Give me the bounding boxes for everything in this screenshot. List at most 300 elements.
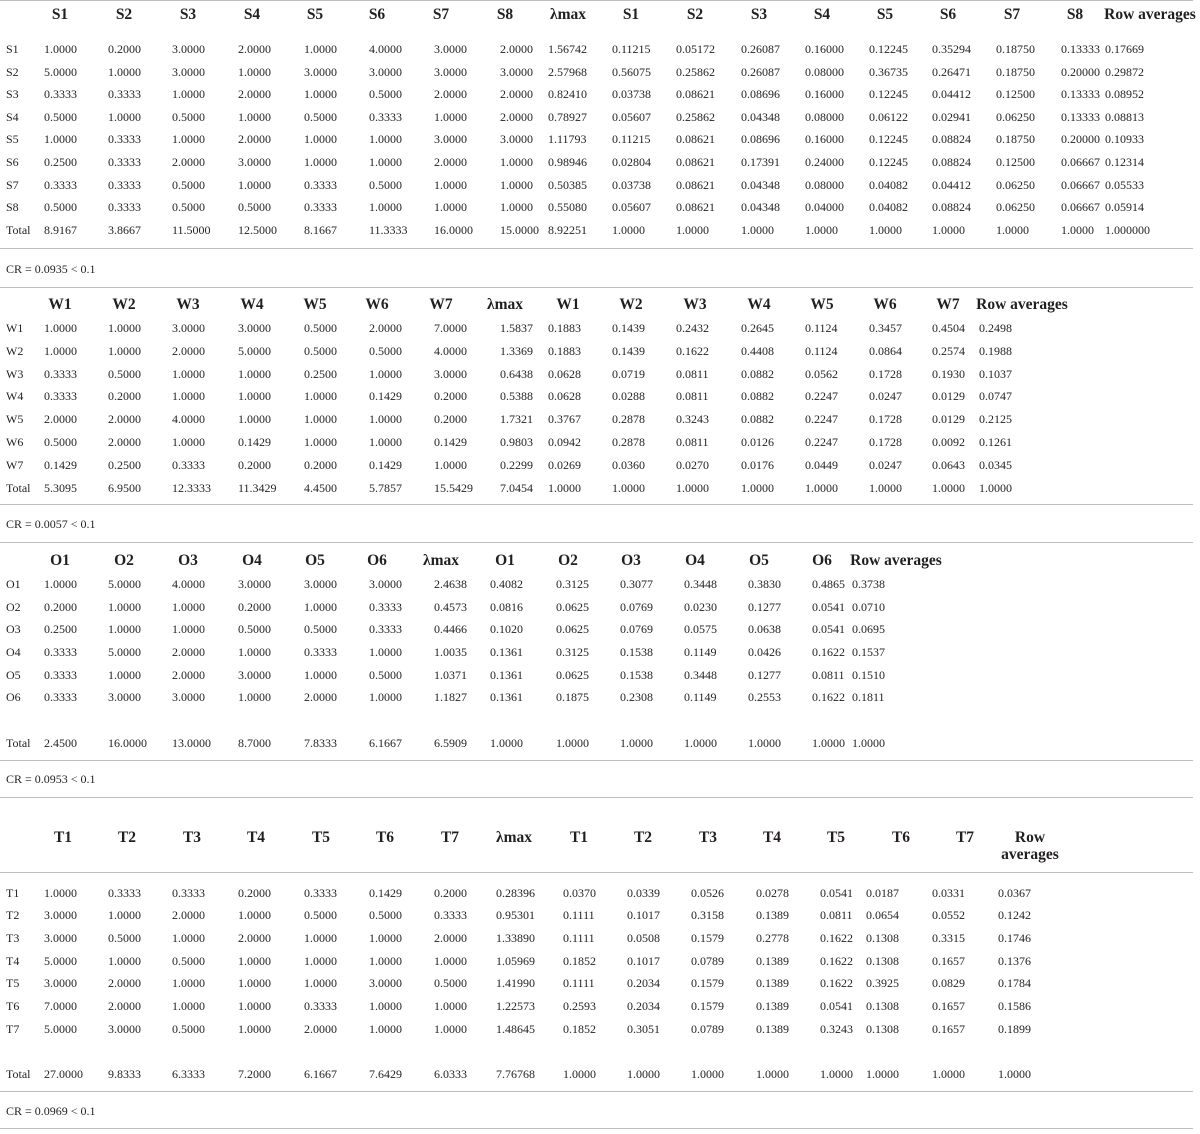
column-header: O5 xyxy=(749,552,769,569)
row-label: Total xyxy=(6,736,31,750)
table-cell: 1.0000 xyxy=(369,435,402,449)
table-cell: 0.3243 xyxy=(820,1022,853,1036)
table-cell: 0.3333 xyxy=(369,622,402,636)
table-cell: 1.0000 xyxy=(238,177,271,192)
table-cell: 0.03738 xyxy=(612,177,651,192)
row-label: W3 xyxy=(6,366,24,381)
table-cell: 0.06667 xyxy=(1061,155,1100,169)
table-cell: 1.0000 xyxy=(756,1067,789,1081)
table-cell: 1.0000 xyxy=(108,109,141,124)
table-cell: 0.1361 xyxy=(490,690,523,704)
table-cell: 0.2778 xyxy=(756,931,789,945)
table-cell: 1.0000 xyxy=(238,908,271,922)
table-cell: 0.0449 xyxy=(805,457,838,472)
table-cell: 0.02804 xyxy=(612,155,651,169)
row-label: T5 xyxy=(6,976,20,990)
table-cell: 0.16000 xyxy=(805,132,844,147)
table-cell: 0.5000 xyxy=(304,109,337,124)
table-cell: 8.7000 xyxy=(238,736,271,750)
table-cell: 0.0710 xyxy=(852,600,885,614)
column-header: S7 xyxy=(1003,6,1021,23)
table-cell: 0.1017 xyxy=(627,954,660,968)
table-cell: 5.0000 xyxy=(238,343,271,358)
table-rule xyxy=(0,287,1193,288)
table-cell: 0.3333 xyxy=(44,177,77,192)
row-label: T3 xyxy=(6,931,20,945)
column-header: S3 xyxy=(179,6,197,23)
table-cell: 0.2500 xyxy=(108,457,141,472)
table-cell: 0.0129 xyxy=(932,389,965,404)
table-cell: 0.26087 xyxy=(741,64,780,79)
table-cell: 0.1811 xyxy=(852,690,885,704)
table-cell: 1.0000 xyxy=(304,389,337,404)
table-cell: 0.04082 xyxy=(869,200,908,215)
column-header: T1 xyxy=(569,829,589,846)
table-cell: 2.0000 xyxy=(500,109,533,124)
table-cell: 1.0000 xyxy=(238,976,271,990)
table-cell: 0.02941 xyxy=(932,109,971,124)
table-cell: 0.06250 xyxy=(996,109,1035,124)
table-cell: 6.3333 xyxy=(172,1067,205,1081)
table-cell: 0.0339 xyxy=(627,886,660,900)
row-label: S3 xyxy=(6,87,19,102)
column-header: T2 xyxy=(633,829,653,846)
table-cell: 0.4865 xyxy=(812,577,845,591)
table-cell: 0.1510 xyxy=(852,668,885,682)
table-cell: 0.1389 xyxy=(756,954,789,968)
table-cell: 0.1622 xyxy=(676,343,709,358)
table-rule xyxy=(0,542,1193,543)
table-cell: 1.0000 xyxy=(434,457,467,472)
row-label: S6 xyxy=(6,155,19,169)
table-cell: 1.0000 xyxy=(172,622,205,636)
table-cell: 1.0000 xyxy=(304,668,337,682)
table-cell: 0.3333 xyxy=(108,132,141,147)
table-cell: 0.12500 xyxy=(996,155,1035,169)
table-cell: 0.0811 xyxy=(676,366,709,381)
table-cell: 1.0000 xyxy=(852,736,885,750)
table-cell: 0.26471 xyxy=(932,64,971,79)
table-cell: 5.0000 xyxy=(108,645,141,659)
table-cell: 1.41990 xyxy=(496,976,535,990)
table-cell: 0.0625 xyxy=(556,668,589,682)
table-cell: 0.1622 xyxy=(812,645,845,659)
table-cell: 1.0000 xyxy=(812,736,845,750)
table-cell: 0.4082 xyxy=(490,577,523,591)
table-cell: 0.10933 xyxy=(1105,132,1144,147)
column-header: W1 xyxy=(556,296,580,313)
table-cell: 1.0000 xyxy=(304,931,337,945)
table-cell: 7.0000 xyxy=(44,999,77,1013)
table-cell: 0.1037 xyxy=(979,366,1012,381)
table-cell: 0.13333 xyxy=(1061,42,1100,56)
table-cell: 0.1439 xyxy=(612,343,645,358)
table-cell: 0.0288 xyxy=(612,389,645,404)
table-rule xyxy=(0,248,1193,249)
table-cell: 0.24000 xyxy=(805,155,844,169)
table-cell: 0.08621 xyxy=(676,155,715,169)
table-cell: 0.0187 xyxy=(866,886,899,900)
table-cell: 2.0000 xyxy=(44,412,77,427)
column-header: W4 xyxy=(240,296,264,313)
table-cell: 3.0000 xyxy=(238,155,271,169)
column-header: W6 xyxy=(873,296,897,313)
table-cell: 0.0789 xyxy=(691,954,724,968)
table-cell: 27.0000 xyxy=(44,1067,83,1081)
table-cell: 0.5000 xyxy=(304,343,337,358)
table-cell: 0.1429 xyxy=(369,457,402,472)
table-cell: 0.04348 xyxy=(741,109,780,124)
table-rule xyxy=(0,1128,1193,1129)
table-cell: 2.0000 xyxy=(238,87,271,102)
column-header: Row averages xyxy=(1104,6,1196,23)
table-cell: 0.5000 xyxy=(172,1022,205,1036)
row-label: Total xyxy=(6,222,31,237)
table-cell: 1.0000 xyxy=(434,999,467,1013)
table-cell: 8.9167 xyxy=(44,222,77,237)
column-header: T3 xyxy=(182,829,202,846)
table-cell: 0.1746 xyxy=(998,931,1031,945)
table-cell: 1.0000 xyxy=(620,736,653,750)
table-cell: 0.04082 xyxy=(869,177,908,192)
table-cell: 0.0789 xyxy=(691,1022,724,1036)
row-label: S1 xyxy=(6,42,19,56)
column-header: λmax xyxy=(495,829,533,846)
table-cell: 1.0000 xyxy=(172,999,205,1013)
table-cell: 0.0882 xyxy=(741,389,774,404)
table-cell: 7.76768 xyxy=(496,1067,535,1081)
table-cell: 3.0000 xyxy=(108,1022,141,1036)
table-cell: 7.2000 xyxy=(238,1067,271,1081)
table-cell: 0.3333 xyxy=(304,645,337,659)
table-cell: 5.0000 xyxy=(108,577,141,591)
table-cell: 15.0000 xyxy=(500,222,539,237)
table-cell: 0.1875 xyxy=(556,690,589,704)
table-cell: 12.5000 xyxy=(238,222,277,237)
table-cell: 3.0000 xyxy=(434,366,467,381)
column-header: T3 xyxy=(698,829,718,846)
table-cell: 0.05914 xyxy=(1105,200,1144,215)
table-cell: 1.0000 xyxy=(44,886,77,900)
table-cell: 0.2000 xyxy=(304,457,337,472)
table-cell: 1.0000 xyxy=(932,1067,965,1081)
table-cell: 1.0000 xyxy=(684,736,717,750)
table-cell: 0.5000 xyxy=(304,321,337,335)
table-cell: 0.18750 xyxy=(996,132,1035,147)
table-cell: 0.0864 xyxy=(869,343,902,358)
table-cell: 0.4408 xyxy=(741,343,774,358)
table-cell: 2.0000 xyxy=(238,132,271,147)
table-cell: 0.2500 xyxy=(304,366,337,381)
table-cell: 0.1429 xyxy=(434,435,467,449)
table-cell: 0.08621 xyxy=(676,87,715,102)
table-cell: 0.3125 xyxy=(556,577,589,591)
table-cell: 1.5837 xyxy=(500,321,533,335)
table-cell: 1.33890 xyxy=(496,931,535,945)
column-header: T2 xyxy=(117,829,137,846)
table-cell: 0.08000 xyxy=(805,64,844,79)
table-cell: 0.2574 xyxy=(932,343,965,358)
column-header: W6 xyxy=(365,296,389,313)
table-cell: 1.0035 xyxy=(434,645,467,659)
table-cell: 0.0747 xyxy=(979,389,1012,404)
row-label: Total xyxy=(6,480,31,495)
table-cell: 0.3333 xyxy=(172,457,205,472)
table-cell: 0.2299 xyxy=(500,457,533,472)
table-cell: 0.0092 xyxy=(932,435,965,449)
table-cell: 0.0811 xyxy=(676,389,709,404)
table-cell: 0.18750 xyxy=(996,42,1035,56)
table-cell: 0.0278 xyxy=(756,886,789,900)
table-cell: 2.0000 xyxy=(304,1022,337,1036)
table-cell: 0.1389 xyxy=(756,1022,789,1036)
table-cell: 0.1308 xyxy=(866,999,899,1013)
table-cell: 1.0000 xyxy=(820,1067,853,1081)
table-cell: 2.0000 xyxy=(172,668,205,682)
table-cell: 0.08813 xyxy=(1105,109,1144,124)
table-cell: 3.0000 xyxy=(108,690,141,704)
table-rule xyxy=(0,872,1193,873)
table-cell: 1.0000 xyxy=(869,222,902,237)
table-cell: 0.3333 xyxy=(304,999,337,1013)
table-cell: 0.04348 xyxy=(741,200,780,215)
table-cell: 2.0000 xyxy=(172,155,205,169)
table-cell: 0.0367 xyxy=(998,886,1031,900)
column-header: W1 xyxy=(48,296,72,313)
table-cell: 0.0541 xyxy=(820,999,853,1013)
table-cell: 8.92251 xyxy=(548,222,587,237)
table-cell: 0.0541 xyxy=(820,886,853,900)
table-cell: 1.0000 xyxy=(44,42,77,56)
table-cell: 3.0000 xyxy=(238,577,271,591)
table-cell: 1.0000 xyxy=(548,480,581,495)
table-cell: 0.3315 xyxy=(932,931,965,945)
table-cell: 0.1111 xyxy=(563,976,595,990)
table-cell: 3.0000 xyxy=(434,64,467,79)
column-header: S6 xyxy=(368,6,386,23)
table-cell: 0.1852 xyxy=(563,1022,596,1036)
table-cell: 0.3333 xyxy=(369,109,402,124)
table-cell: 0.5000 xyxy=(172,200,205,215)
table-cell: 1.0000 xyxy=(238,999,271,1013)
table-cell: 0.5000 xyxy=(238,622,271,636)
table-cell: 0.1622 xyxy=(812,690,845,704)
row-label: O5 xyxy=(6,668,21,682)
table-cell: 0.0638 xyxy=(748,622,781,636)
table-cell: 0.3333 xyxy=(172,886,205,900)
table-rule xyxy=(0,1091,1193,1092)
table-cell: 0.08621 xyxy=(676,132,715,147)
table-cell: 0.5000 xyxy=(238,200,271,215)
table-cell: 0.1538 xyxy=(620,668,653,682)
table-cell: 3.0000 xyxy=(500,64,533,79)
table-cell: 0.5000 xyxy=(172,177,205,192)
table-cell: 1.0000 xyxy=(304,42,337,56)
column-header: O6 xyxy=(812,552,832,569)
table-cell: 0.50385 xyxy=(548,177,587,192)
table-cell: 0.82410 xyxy=(548,87,587,102)
table-cell: 1.0000 xyxy=(369,999,402,1013)
table-cell: 2.0000 xyxy=(172,343,205,358)
table-cell: 0.1389 xyxy=(756,976,789,990)
table-cell: 0.5000 xyxy=(172,954,205,968)
table-cell: 0.1376 xyxy=(998,954,1031,968)
table-cell: 6.5909 xyxy=(434,736,467,750)
table-cell: 0.0719 xyxy=(612,366,645,381)
table-cell: 0.3448 xyxy=(684,577,717,591)
table-cell: 2.0000 xyxy=(238,42,271,56)
table-cell: 0.12314 xyxy=(1105,155,1144,169)
table-cell: 7.6429 xyxy=(369,1067,402,1081)
table-cell: 0.1020 xyxy=(490,622,523,636)
table-cell: 1.0000 xyxy=(979,480,1012,495)
table-cell: 0.1149 xyxy=(684,645,717,659)
table-cell: 0.5000 xyxy=(108,931,141,945)
table-cell: 1.0000 xyxy=(500,155,533,169)
column-header: T6 xyxy=(375,829,395,846)
table-cell: 0.0575 xyxy=(684,622,717,636)
row-label: T6 xyxy=(6,999,20,1013)
table-cell: 1.0000 xyxy=(44,132,77,147)
table-cell: 4.0000 xyxy=(369,42,402,56)
table-cell: 1.0000 xyxy=(238,954,271,968)
table-cell: 0.1579 xyxy=(691,931,724,945)
table-cell: 0.6438 xyxy=(500,366,533,381)
column-header: O2 xyxy=(558,552,578,569)
table-cell: 0.1017 xyxy=(627,908,660,922)
column-header: S1 xyxy=(622,6,640,23)
table-cell: 0.0345 xyxy=(979,457,1012,472)
table-cell: 3.0000 xyxy=(44,931,77,945)
table-cell: 1.0000 xyxy=(676,480,709,495)
table-cell: 1.0000 xyxy=(304,954,337,968)
table-cell: 0.1261 xyxy=(979,435,1012,449)
table-cell: 0.3767 xyxy=(548,412,581,427)
table-cell: 0.4466 xyxy=(434,622,467,636)
table-cell: 0.0247 xyxy=(869,389,902,404)
table-cell: 8.1667 xyxy=(304,222,337,237)
table-cell: 0.1537 xyxy=(852,645,885,659)
table-cell: 0.4573 xyxy=(434,600,467,614)
table-cell: 4.0000 xyxy=(172,577,205,591)
table-cell: 3.0000 xyxy=(172,42,205,56)
table-cell: 1.0000 xyxy=(108,600,141,614)
table-cell: 2.0000 xyxy=(108,999,141,1013)
table-cell: 0.0508 xyxy=(627,931,660,945)
table-cell: 1.0000 xyxy=(369,366,402,381)
table-cell: 1.0000 xyxy=(108,64,141,79)
table-cell: 2.0000 xyxy=(108,976,141,990)
table-cell: 0.03738 xyxy=(612,87,651,102)
table-cell: 0.36735 xyxy=(869,64,908,79)
table-cell: 7.0000 xyxy=(434,321,467,335)
table-cell: 0.55080 xyxy=(548,200,587,215)
table-cell: 1.0000 xyxy=(304,435,337,449)
table-cell: 0.16000 xyxy=(805,87,844,102)
table-cell: 0.0695 xyxy=(852,622,885,636)
table-cell: 4.4500 xyxy=(304,480,337,495)
table-cell: 0.3333 xyxy=(44,366,77,381)
consistency-ratio: CR = 0.0969 < 0.1 xyxy=(6,1104,96,1118)
row-label: W5 xyxy=(6,412,24,427)
table-cell: 4.0000 xyxy=(434,343,467,358)
table-cell: 0.26087 xyxy=(741,42,780,56)
table-cell: 0.08824 xyxy=(932,132,971,147)
table-cell: 0.1361 xyxy=(490,645,523,659)
table-cell: 0.3158 xyxy=(691,908,724,922)
column-header: O4 xyxy=(242,552,262,569)
table-cell: 0.25862 xyxy=(676,109,715,124)
table-cell: 11.5000 xyxy=(172,222,211,237)
table-cell: 1.0000 xyxy=(741,480,774,495)
consistency-ratio: CR = 0.0953 < 0.1 xyxy=(6,772,96,786)
table-cell: 0.2593 xyxy=(563,999,596,1013)
table-cell: 1.0000 xyxy=(172,132,205,147)
table-cell: 1.0000 xyxy=(369,1022,402,1036)
table-cell: 0.12500 xyxy=(996,87,1035,102)
table-cell: 1.0000 xyxy=(304,600,337,614)
table-cell: 3.0000 xyxy=(304,577,337,591)
column-header: S7 xyxy=(432,6,450,23)
table-cell: 16.0000 xyxy=(434,222,473,237)
column-header: W7 xyxy=(429,296,453,313)
table-cell: 1.0000 xyxy=(434,109,467,124)
table-cell: 1.0000 xyxy=(172,366,205,381)
table-cell: 0.29872 xyxy=(1105,64,1144,79)
table-cell: 0.1308 xyxy=(866,1022,899,1036)
table-cell: 0.2000 xyxy=(108,42,141,56)
table-cell: 0.3333 xyxy=(304,886,337,900)
column-header: W3 xyxy=(176,296,200,313)
column-header: O2 xyxy=(114,552,134,569)
table-cell: 1.0000 xyxy=(172,87,205,102)
column-header: Row averages xyxy=(850,552,942,569)
table-cell: 1.0000 xyxy=(172,435,205,449)
row-label: O2 xyxy=(6,600,21,614)
table-cell: 0.95301 xyxy=(496,908,535,922)
table-cell: 1.48645 xyxy=(496,1022,535,1036)
table-cell: 1.0000 xyxy=(369,155,402,169)
column-header: S5 xyxy=(876,6,894,23)
table-cell: 1.0000 xyxy=(172,931,205,945)
table-cell: 0.20000 xyxy=(1061,64,1100,79)
table-cell: 1.0000 xyxy=(500,177,533,192)
table-cell: 0.12245 xyxy=(869,155,908,169)
table-cell: 0.2500 xyxy=(44,622,77,636)
table-cell: 0.1111 xyxy=(563,908,595,922)
table-cell: 1.0000 xyxy=(172,600,205,614)
table-cell: 2.0000 xyxy=(172,908,205,922)
table-cell: 0.2000 xyxy=(238,457,271,472)
table-cell: 1.0000 xyxy=(238,690,271,704)
table-cell: 0.2000 xyxy=(434,389,467,404)
table-cell: 11.3333 xyxy=(369,222,408,237)
row-label: S5 xyxy=(6,132,19,147)
column-header: S4 xyxy=(813,6,831,23)
table-cell: 0.3925 xyxy=(866,976,899,990)
table-cell: 1.0000 xyxy=(805,480,838,495)
table-cell: 0.0541 xyxy=(812,622,845,636)
column-header: T6 xyxy=(891,829,911,846)
table-cell: 1.0000 xyxy=(304,976,337,990)
table-cell: 0.0230 xyxy=(684,600,717,614)
table-cell: 0.1124 xyxy=(805,321,838,335)
table-cell: 6.9500 xyxy=(108,480,141,495)
table-cell: 0.08621 xyxy=(676,177,715,192)
table-cell: 0.5000 xyxy=(369,668,402,682)
table-cell: 1.05969 xyxy=(496,954,535,968)
table-cell: 5.0000 xyxy=(44,64,77,79)
